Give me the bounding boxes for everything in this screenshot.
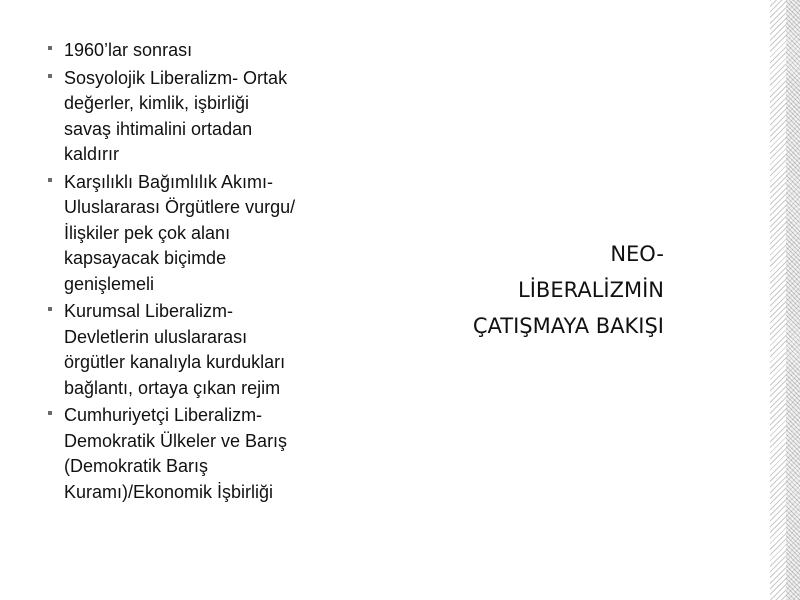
bullet-text-line: İlişkiler pek çok alanı <box>64 222 231 243</box>
bullet-text-line: bağlantı, ortaya çıkan rejim <box>64 377 281 398</box>
bullet-item <box>44 38 362 64</box>
bullet-square-icon <box>48 178 52 182</box>
slide-title <box>400 236 664 344</box>
bullet-text-line: kapsayacak biçimde <box>64 248 227 268</box>
bullet-square-icon <box>48 46 52 50</box>
bullet-square-icon <box>48 307 52 311</box>
bullet-text-line: savaş ihtimalini ortadan <box>64 118 253 139</box>
bullet-text-line: Sosyolojik Liberalizm- Ortak <box>64 67 288 88</box>
decorative-hatch-edge <box>786 0 800 600</box>
bullet-text-line: Uluslararası Örgütlere vurgu/ <box>64 197 296 217</box>
bullet-item <box>44 66 362 168</box>
bullet-text-line: kaldırır <box>64 144 120 164</box>
bullet-text-line: Cumhuriyetçi Liberalizm- <box>64 405 263 425</box>
bullet-square-icon <box>48 411 52 415</box>
bullet-item <box>44 403 362 505</box>
bullet-square-icon <box>48 74 52 78</box>
bullet-text-line: Karşılıklı Bağımlılık Akımı- <box>64 171 274 192</box>
bullet-list <box>44 38 362 507</box>
bullet-text-line: 1960’lar sonrası <box>64 40 193 60</box>
bullet-text-line: değerler, kimlik, işbirliği <box>64 93 250 113</box>
slide-title-line: ÇATIŞMAYA BAKIŞI <box>472 314 664 338</box>
slide-title-line: NEO- <box>610 242 664 266</box>
bullet-item <box>44 299 362 401</box>
slide-title-line: LİBERALİZMİN <box>518 278 664 302</box>
bullet-text-line: (Demokratik Barış <box>64 456 209 476</box>
bullet-text-line: Devletlerin uluslararası <box>64 326 248 347</box>
bullet-item <box>44 170 362 298</box>
bullet-text-line: Demokratik Ülkeler ve Barış <box>64 430 288 451</box>
decorative-hatch-stripe <box>770 0 800 600</box>
bullet-text-line: genişlemeli <box>64 273 155 294</box>
bullet-text-line: Kuramı)/Ekonomik İşbirliği <box>64 481 274 502</box>
bullet-text-line: örgütler kanalıyla kurdukları <box>64 352 286 372</box>
bullet-text-line: Kurumsal Liberalizm- <box>64 301 234 321</box>
